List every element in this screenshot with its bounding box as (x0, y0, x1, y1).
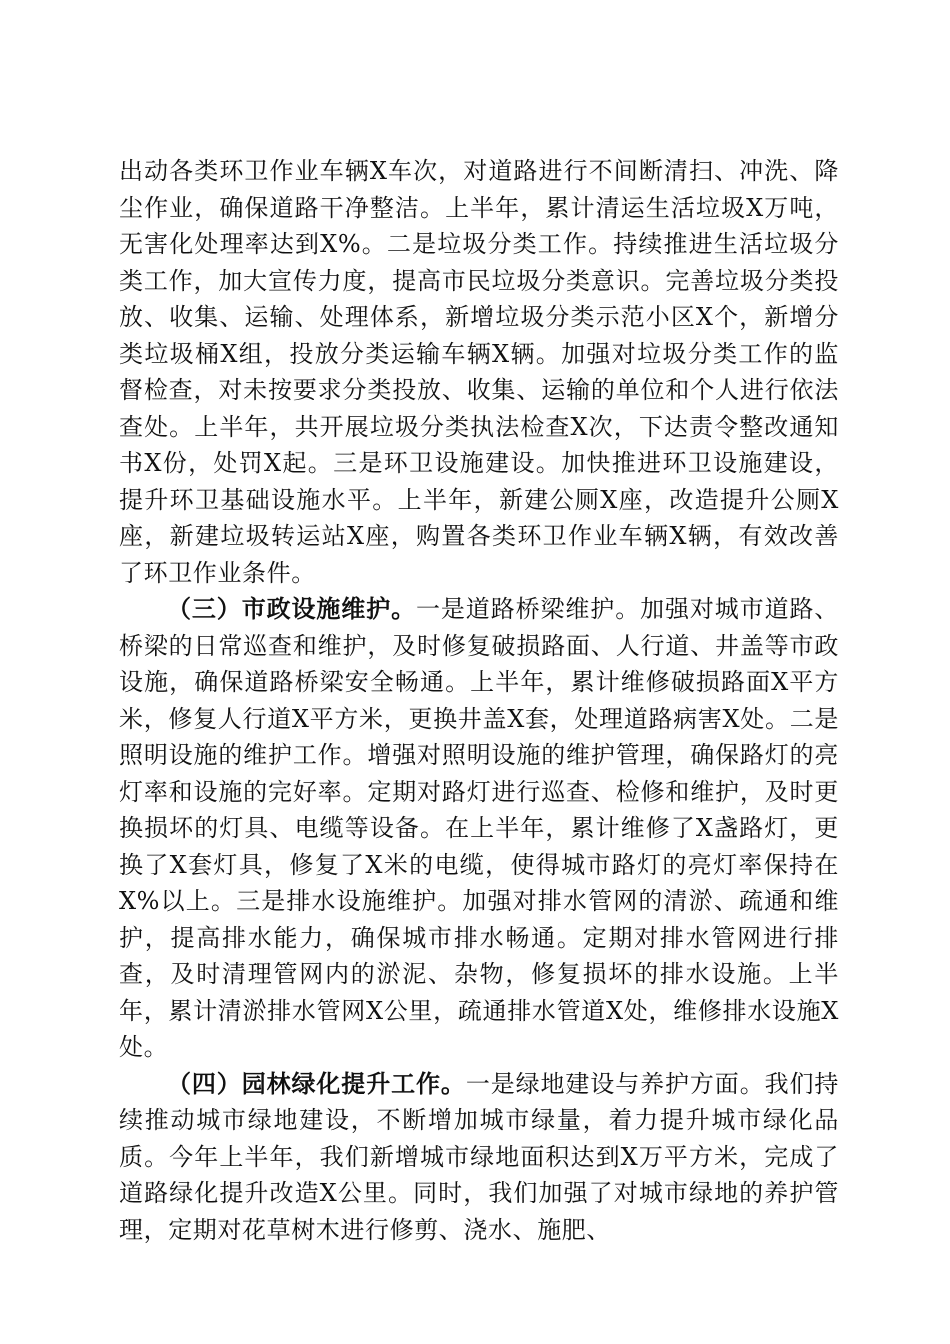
paragraph-text: 一是道路桥梁维护。加强对城市道路、桥梁的日常巡查和维护，及时修复破损路面、人行道、井盖等市政设施，确保道路桥梁安全畅通。上半年，累计维修破损路面X平方米，修复人行道X平方米，更换井盖X套，处理道路病害X处。二是照明设施的维护工作。增强对照明设施的维护管理，确保路灯的亮灯率和设施的完好率。定期对路灯进行巡查、检修和维护，及时更换损坏的灯具、电缆等设备。在上半年，累计维修了X盏路灯，更换了X套灯具，修复了X米的电缆，使得城市路灯的亮灯率保持在X%以上。三是排水设施维护。加强对排水管网的清淤、疏通和维护，提高排水能力，确保城市排水畅通。定期对排水管网进行排查，及时清理管网内的淤泥、杂物，修复损坏的排水设施。上半年，累计清淤排水管网X公里，疏通排水管道X处，维修排水设施X处。 (119, 595, 839, 1061)
section-heading-landscaping: （四）园林绿化提升工作。 (167, 1068, 466, 1098)
paragraph-sanitation (119, 153, 839, 591)
document-body (119, 153, 839, 1248)
paragraph-municipal-facilities (119, 591, 839, 1066)
paragraph-text: 出动各类环卫作业车辆X车次，对道路进行不间断清扫、冲洗、降尘作业，确保道路干净整洁。上半年，累计清运生活垃圾X万吨，无害化处理率达到X%。二是垃圾分类工作。持续推进生活垃圾分类工作，加大宣传力度，提高市民垃圾分类意识。完善垃圾分类投放、收集、运输、处理体系，新增垃圾分类示范小区X个，新增分类垃圾桶X组，投放分类运输车辆X辆。加强对垃圾分类工作的监督检查，对未按要求分类投放、收集、运输的单位和个人进行依法查处。上半年，共开展垃圾分类执法检查X次，下达责令整改通知书X份，处罚X起。三是环卫设施建设。加快推进环卫设施建设，提升环卫基础设施水平。上半年，新建公厕X座，改造提升公厕X座，新建垃圾转运站X座，购置各类环卫作业车辆X辆，有效改善了环卫作业条件。 (119, 157, 839, 587)
paragraph-text: 一是绿地建设与养护方面。我们持续推动城市绿地建设，不断增加城市绿量，着力提升城市绿化品质。今年上半年，我们新增城市绿地面积达到X万平方米，完成了道路绿化提升改造X公里。同时，我们加强了对城市绿地的养护管理，定期对花草树木进行修剪、浇水、施肥、 (119, 1069, 840, 1244)
section-heading-municipal: （三）市政设施维护。 (167, 594, 416, 623)
paragraph-landscaping (119, 1066, 839, 1249)
